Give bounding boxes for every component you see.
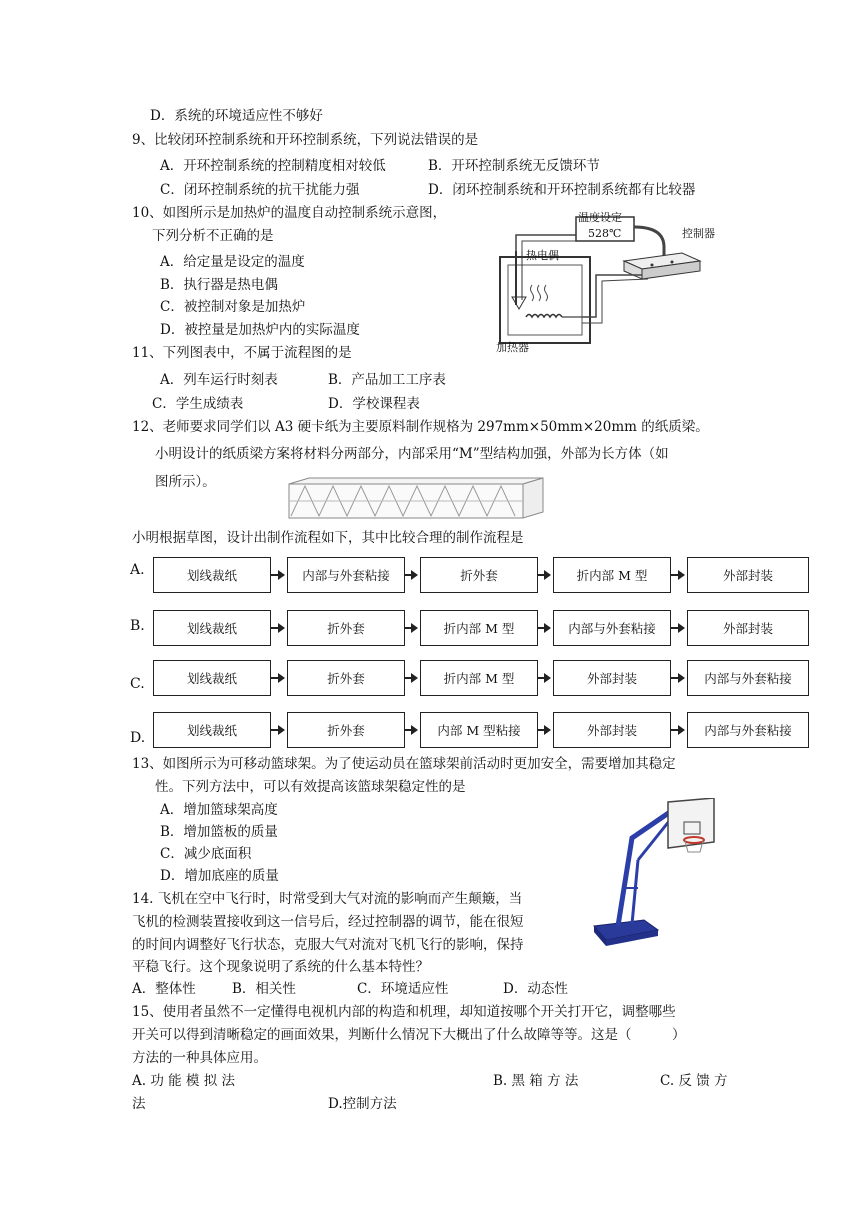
flow-arrow — [671, 729, 683, 731]
flow-arrow — [671, 574, 683, 576]
q14-stem-line2: 飞机的检测装置接收到这一信号后，经过控制器的调节，能在很短 — [132, 914, 524, 930]
heater-label: 加热器 — [496, 341, 529, 354]
q15-option-d: D.控制方法 — [328, 1096, 397, 1112]
q10-option-d: D．被控量是加热炉内的实际温度 — [160, 322, 360, 338]
furnace-control-figure — [492, 205, 732, 355]
flow-arrow — [538, 677, 549, 679]
flow-step-box: 外部封装 — [687, 610, 809, 646]
q12-stem-line4: 小明根据草图，设计出制作流程如下，其中比较合理的制作流程是 — [132, 530, 524, 546]
flow-option-label: C. — [130, 676, 145, 692]
flow-arrow — [405, 627, 416, 629]
q13-option-a: A．增加篮球架高度 — [160, 802, 278, 818]
q13-option-d: D．增加底座的质量 — [160, 868, 279, 884]
flow-step-box: 划线裁纸 — [153, 712, 271, 748]
q15-stem-line1: 15、使用者虽然不一定懂得电视机内部的构造和机理，却知道按哪个开关打开它，调整哪些 — [132, 1004, 676, 1020]
flow-step-box: 内部与外套粘接 — [287, 557, 405, 593]
q12-stem-line2: 小明设计的纸质梁方案将材料分两部分，内部采用“M”型结构加强，外部为长方体（如 — [155, 446, 669, 462]
flow-option-label: A. — [130, 562, 145, 578]
controller-label: 控制器 — [682, 227, 715, 240]
flow-arrow — [538, 627, 549, 629]
flow-arrow — [271, 627, 283, 629]
flow-step-box: 折外套 — [420, 557, 538, 593]
q9-option-b: B．开环控制系统无反馈环节 — [428, 158, 600, 174]
flow-step-box: 折外套 — [287, 610, 405, 646]
flow-arrow — [271, 677, 283, 679]
flow-step-box: 外部封装 — [687, 557, 809, 593]
flow-step-box: 划线裁纸 — [153, 557, 271, 593]
q8-option-d: D．系统的环境适应性不够好 — [150, 108, 323, 124]
flow-step-box: 划线裁纸 — [153, 660, 271, 696]
q11-option-b: B．产品加工工序表 — [328, 372, 446, 388]
flow-step-box: 外部封装 — [553, 660, 671, 696]
q12-stem-line3: 图所示）。 — [155, 474, 216, 490]
flow-option-label: B. — [130, 618, 145, 634]
q14-stem-line4: 平稳飞行。这个现象说明了系统的什么基本特性？ — [132, 959, 429, 975]
q11-option-d: D．学校课程表 — [328, 396, 420, 412]
q10-option-b: B．执行器是热电偶 — [160, 277, 278, 293]
q15-stem-line3: 方法的一种具体应用。 — [132, 1050, 267, 1066]
flow-step-box: 折内部 M 型 — [420, 610, 538, 646]
flow-arrow — [671, 677, 683, 679]
q14-option-d: D．动态性 — [503, 981, 568, 997]
flow-step-box: 外部封装 — [553, 712, 671, 748]
q9-option-d: D．闭环控制系统和开环控制系统都有比较器 — [428, 182, 696, 198]
q9-stem: 9、比较闭环控制系统和开环控制系统，下列说法错误的是 — [132, 132, 479, 148]
flow-arrow — [538, 729, 549, 731]
q11-stem: 11、下列图表中，不属于流程图的是 — [132, 345, 352, 361]
q15-option-c-continued: 法 — [132, 1096, 146, 1112]
q9-option-c: C．闭环控制系统的抗干扰能力强 — [160, 182, 360, 198]
flow-arrow — [405, 729, 416, 731]
flow-step-box: 内部与外套粘接 — [687, 712, 809, 748]
q14-option-c: C．环境适应性 — [357, 981, 449, 997]
flow-arrow — [538, 574, 549, 576]
q14-option-a: A．整体性 — [132, 981, 196, 997]
q13-option-c: C．减少底面积 — [160, 846, 252, 862]
flow-step-box: 内部与外套粘接 — [687, 660, 809, 696]
q15-option-b: B. 黑 箱 方 法 — [493, 1073, 579, 1089]
q13-stem-line1: 13、如图所示为可移动篮球架。为了使运动员在篮球架前活动时更加安全，需要增加其稳定 — [132, 756, 676, 772]
q15-option-a: A. 功 能 模 拟 法 — [132, 1073, 235, 1089]
q14-stem-line1: 14. 飞机在空中飞行时，时常受到大气对流的影响而产生颠簸，当 — [132, 891, 523, 907]
basketball-stand-figure — [588, 798, 718, 948]
flow-step-box: 折外套 — [287, 712, 405, 748]
setpoint-label: 温度设定 — [578, 211, 622, 224]
flow-step-box: 划线裁纸 — [153, 610, 271, 646]
thermocouple-label: 热电偶 — [526, 249, 559, 262]
q12-stem-line1: 12、老师要求同学们以 A3 硬卡纸为主要原料制作规格为 297mm×50mm×20mm 的纸质梁。 — [132, 419, 709, 435]
q15-stem-line2: 开关可以得到清晰稳定的画面效果，判断什么情况下大概出了什么故障等等。这是（ ） — [132, 1027, 686, 1043]
flow-step-box: 内部 M 型粘接 — [420, 712, 538, 748]
flow-step-box: 折内部 M 型 — [553, 557, 671, 593]
flow-arrow — [271, 729, 283, 731]
q13-stem-line2: 性。下列方法中，可以有效提高该篮球架稳定性的是 — [155, 779, 466, 795]
flow-step-box: 折外套 — [287, 660, 405, 696]
flow-step-box: 内部与外套粘接 — [553, 610, 671, 646]
q15-option-c: C. 反 馈 方 — [660, 1073, 728, 1089]
q14-option-b: B．相关性 — [232, 981, 296, 997]
q10-option-a: A．给定量是设定的温度 — [160, 254, 305, 270]
setpoint-value: 528℃ — [588, 227, 622, 240]
flow-arrow — [405, 574, 416, 576]
paper-beam-sketch — [285, 476, 547, 522]
q13-option-b: B．增加篮板的质量 — [160, 824, 278, 840]
flow-arrow — [671, 627, 683, 629]
q11-option-a: A．列车运行时刻表 — [160, 372, 278, 388]
q9-option-a: A．开环控制系统的控制精度相对较低 — [160, 158, 386, 174]
flow-arrow — [271, 574, 283, 576]
q10-stem-line2: 下列分析不正确的是 — [152, 228, 274, 244]
q14-stem-line3: 的时间内调整好飞行状态，克服大气对流对飞机飞行的影响，保持 — [132, 937, 524, 953]
flow-arrow — [405, 677, 416, 679]
q11-option-c: C．学生成绩表 — [152, 396, 244, 412]
flow-step-box: 折内部 M 型 — [420, 660, 538, 696]
q10-stem-line1: 10、如图所示是加热炉的温度自动控制系统示意图， — [132, 205, 447, 221]
q10-option-c: C．被控制对象是加热炉 — [160, 299, 306, 315]
flow-option-label: D. — [130, 730, 146, 746]
